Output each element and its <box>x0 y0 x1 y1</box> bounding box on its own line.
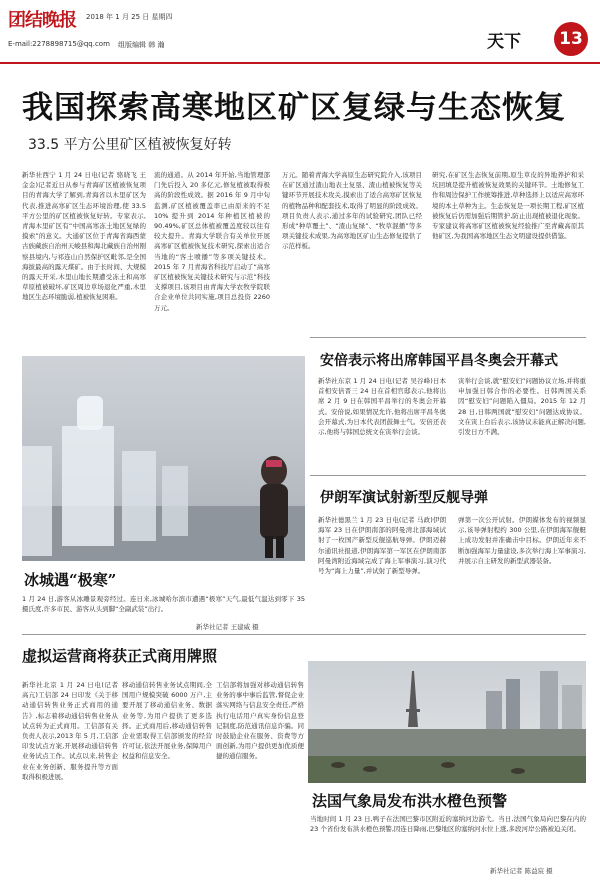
lead-column-3: 万元。随着青海大学高原生态研究院介入,该项目在矿区通过渣山地表土复垦、渣山植被恢复等关键环节开展技术攻关,摸索出了适合高寒矿区恢复的植物品种和配套技术,取得了明显的阶段成效。项目负责人表示,通过多年的试验研究,团队已经形成“种草覆土”、“渣山复绿”、“牧草混播”等多项关键技术成果,为高寒地区矿山生态修复提供了示范样板。 <box>282 171 422 251</box>
lead-headline: 我国探索高寒地区矿区复绿与生态恢复 <box>22 90 566 126</box>
abe-headline: 安倍表示将出席韩国平昌冬奥会开幕式 <box>320 353 558 369</box>
issue-date: 2018 年 1 月 25 日 星期四 <box>86 13 173 21</box>
virtual-operator-headline: 虚拟运营商将获正式商用牌照 <box>22 647 218 665</box>
lead-column-1: 新华社西宁 1 月 24 日电(记者 骆晓飞 王金金)记者近日从参与青海矿区植被恢复项目的青海大学了解到,青海省以木里矿区为代表,推进高寒矿区生态环境治理,使 33.5 平方公里的矿区植被恢复好转。专家表示,青海木里矿区有“中国高寒冻土地区复绿的摸索”的意义。大通矿区位于青海省海西蒙古族藏族自治州天峻县和海北藏族自治州刚察县境内,与祁连山自然保护区毗邻,是全国海拔最高的露天煤矿。由于长时间、大规模的露天开采,木里山地长期遭受冻土和高寒草原植被破坏,矿区周边草场退化严重,木里地区生态环境脆弱,植被恢复困难。 <box>22 171 146 302</box>
paris-flood-illustration <box>308 661 586 783</box>
abe-column-1: 新华社东京 1 月 24 日电(记者 吴谷峰)日本首相安倍晋三 24 日在首相官邸表示,他将出席 2 月 9 日在韩国平昌举行的冬奥会开幕式。安倍说,如果情况允许,他将出席平昌冬奥会开幕式,为日本代表团鼓舞士气。安倍还表示,他将与韩国总统文在寅举行会谈。 <box>318 377 446 437</box>
photo1-credit: 新华社记者 王建威 摄 <box>196 623 259 631</box>
iran-column-1: 新华社德黑兰 1 月 23 日电(记者 马政)伊朗海军 23 日在伊朗南部的阿曼湾北部海域试射了一枚国产新型反舰巡航导弹。伊朗迈赫尔通讯社报道,伊朗海军第一军区在伊朗南部阿曼湾附近海域完成了海上军事演习,演习代号为“海上力量”,并试射了新型导弹。 <box>318 516 446 576</box>
paris-flood-photo <box>308 661 586 783</box>
section-title: 天下 <box>487 32 521 52</box>
iran-column-2: 弹第一次公开试射。伊朗媒体发布的视频显示,该导弹射程约 300 公里,在伊朗海军舰艇上成功发射并准确击中目标。伊朗近年来不断加强海军力量建设,多次举行海上军事演习,并展示自主研发的新型武器装备。 <box>458 516 586 565</box>
lead-subhead: 33.5 平方公里矿区植被恢复好转 <box>28 137 232 153</box>
layout-editor: 组版编辑 韩 瀚 <box>118 41 165 49</box>
photo2-caption-title: 法国气象局发布洪水橙色预警 <box>312 792 508 810</box>
iran-headline: 伊朗军演试射新型反舰导弹 <box>320 490 488 506</box>
page-number-badge: 13 <box>554 22 588 56</box>
ice-sculpture-photo <box>22 356 305 561</box>
section-divider <box>310 475 586 476</box>
abe-column-2: 寅举行会谈,就“慰安妇”问题协议立场,并将重申加强日韩合作的必要性。日韩两国关系因“慰安妇”问题陷入僵局。2015 年 12 月 28 日,日韩两国就“慰安妇”问题达成协议。文在寅上台后表示,该协议未能真正解决问题,引发日方不满。 <box>458 377 586 437</box>
photo1-caption: 1 月 24 日,游客从冰雕景观旁经过。连日来,冰城哈尔滨市遭遇“极寒”天气,最低气温达到零下 35 摄氏度,许多市民、游客从头到脚“全副武装”出行。 <box>22 595 305 614</box>
lead-column-2: 流的通道。从 2014 年开始,当地管理部门先后投入 20 多亿元,修复植被取得极高的阶段性成效。据 2016 年 9 月中旬监测,矿区植被覆盖率已由原来的不足 10% 提升到 2014 年种植区植被的 90.49%,矿区总体植被覆盖度较以往有较大提升。青海大学联合有关单位开展高寒矿区植被恢复技术研究,探索出适合当地的“客土喷播”等多项关键技术。2015 年 7 月青海省科技厅启动了“高寒矿区植被恢复关键技术研究与示范”科技支撑项目,该项目由青海大学农牧学院联合企业单位共同实施,项目总投资 2260 万元。 <box>154 171 270 312</box>
lead-column-4: 研究,在矿区生态恢复前期,原生草皮的异地养护和采坑回填是提升植被恢复效果的关键环节。土地修复工作和周边保护工作统筹推进,草种选择上以适应高寒环境的本土草种为主。生态恢复是一项长期工程,矿区植被恢复后仍需加强后期管护,防止出现植被退化现象。专家建议将高寒矿区植被恢复经验推广至青藏高原其他矿区,为我国高寒地区生态文明建设提供借鉴。 <box>432 171 584 241</box>
virtual-column-3: 工信部将加强对移动通信转售业务的事中事后监管,督促企业落实网络与信息安全责任,严格执行电话用户真实身份信息登记制度,防范通讯信息诈骗。同时鼓励企业在服务、资费等方面创新,为用户提供更加优质便捷的通信服务。 <box>216 681 304 761</box>
contact-email: E-mail:2278898715@qq.com <box>8 40 110 48</box>
masthead-rule <box>0 62 600 64</box>
virtual-column-2: 移动通信转售业务试点期间,全国用户规模突破 6000 万户,主要开展了移动通信业务、数据业务等,为用户提供了更多选择。正式商用后,移动通信转售企业需取得工信部颁发的经营许可证,依法开展业务,保障用户权益和信息安全。 <box>122 681 212 761</box>
virtual-column-1: 新华社北京 1 月 24 日电(记者 高亢)工信部 24 日印发《关于移动通信转售业务正式商用的通告》,标志着移动通信转售业务从试点转为正式商用。工信部有关负责人表示,2013 年 5 月,工信部印发试点方案,开展移动通信转售业务试点工作。试点以来,转售企业在业务创新、服务提升等方面取得积极进展。 <box>22 681 118 781</box>
ice-sculpture-illustration <box>22 356 305 561</box>
photo2-credit: 新华社记者 陈益宸 摄 <box>490 867 553 875</box>
masthead-logo: 团结晚报 <box>8 10 76 31</box>
section-divider <box>22 634 586 635</box>
photo2-caption: 当地时间 1 月 23 日,鸭子在法国巴黎市区附近的塞纳河边游弋。当日,法国气象局向巴黎在内的 23 个省份发布洪水橙色预警,因连日降雨,巴黎地区的塞纳河水位上涨,多段河岸公路被迫关闭。 <box>310 815 586 834</box>
section-divider <box>310 337 586 338</box>
photo1-caption-title: 冰城遇“极寒” <box>24 571 117 589</box>
